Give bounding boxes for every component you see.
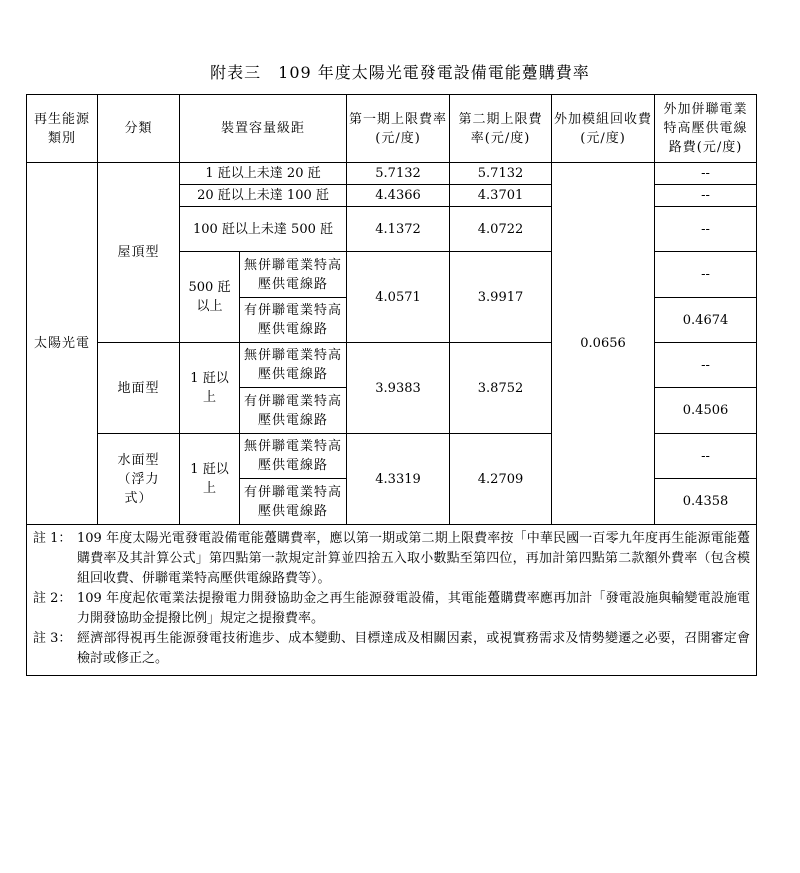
capacity-20-100kw: 20 瓩以上未達 100 瓩 [180, 185, 347, 207]
note-3 [33, 629, 750, 669]
category-rooftop: 屋頂型 [98, 163, 180, 343]
capacity-1kw-plus: 1 瓩以上 [180, 343, 240, 434]
header-row [27, 95, 757, 163]
grid-fee-value: -- [655, 434, 757, 479]
note-2-text: 109 年度起依電業法提撥電力開發協助金之再生能源發電設備，其電能躉購費率應再加計「發電設施與輸變電設施電力開發協助金提撥比例」規定之提撥費率。 [77, 591, 751, 626]
rate-phase1: 4.4366 [347, 185, 450, 207]
grid-fee-value: 0.4674 [655, 298, 757, 343]
rate-phase2: 3.9917 [450, 252, 552, 343]
grid-fee-value: -- [655, 163, 757, 185]
category-floating: 水面型（浮力式） [98, 434, 180, 525]
header-capacity-tier: 裝置容量級距 [180, 95, 347, 163]
note-1-label: 註 1： [33, 531, 72, 546]
header-energy-category: 再生能源類別 [27, 95, 98, 163]
capacity-100-500kw: 100 瓩以上未達 500 瓩 [180, 207, 347, 252]
no-grid-connection-label: 無併聯電業特高壓供電線路 [240, 252, 347, 298]
grid-fee-value: -- [655, 207, 757, 252]
tariff-sheet [26, 94, 756, 676]
capacity-1-20kw: 1 瓩以上未達 20 瓩 [180, 163, 347, 185]
document-title: 附表三 109 年度太陽光電發電設備電能躉購費率 [210, 63, 590, 82]
rate-phase2: 4.2709 [450, 434, 552, 525]
notes-section [27, 525, 757, 676]
rate-phase2: 4.0722 [450, 207, 552, 252]
grid-fee-value: 0.4506 [655, 388, 757, 434]
notes-row [27, 525, 757, 676]
note-1-text: 109 年度太陽光電發電設備電能躉購費率，應以第一期或第二期上限費率按「中華民國一百零九年度再生能源電能躉購費率及其計算公式」第四點第一款規定計算並四捨五入取小數點至第四位，再加計第四點第二款額外費率（包含模組回收費、併聯電業特高壓供電線路費等）。 [77, 531, 751, 586]
grid-fee-value: -- [655, 185, 757, 207]
category-ground: 地面型 [98, 343, 180, 434]
header-phase1-rate: 第一期上限費率(元/度) [347, 95, 450, 163]
header-module-recycle-fee: 外加模組回收費(元/度) [552, 95, 655, 163]
no-grid-connection-label: 無併聯電業特高壓供電線路 [240, 434, 347, 479]
rate-phase1: 5.7132 [347, 163, 450, 185]
rate-phase1: 4.0571 [347, 252, 450, 343]
with-grid-connection-label: 有併聯電業特高壓供電線路 [240, 298, 347, 343]
note-1 [33, 529, 750, 589]
no-grid-connection-label: 無併聯電業特高壓供電線路 [240, 343, 347, 388]
header-classification: 分類 [98, 95, 180, 163]
rate-phase1: 4.3319 [347, 434, 450, 525]
note-3-text: 經濟部得視再生能源發電技術進步、成本變動、目標達成及相關因素，或視實務需求及情勢變遷之必要，召開審定會檢討或修正之。 [77, 631, 751, 666]
rate-phase2: 3.8752 [450, 343, 552, 434]
note-2 [33, 589, 750, 629]
energy-type-solar: 太陽光電 [27, 163, 98, 525]
note-3-label: 註 3： [33, 631, 72, 646]
header-grid-line-fee: 外加併聯電業特高壓供電線路費(元/度) [655, 95, 757, 163]
with-grid-connection-label: 有併聯電業特高壓供電線路 [240, 388, 347, 434]
rate-phase2: 4.3701 [450, 185, 552, 207]
tariff-table [26, 94, 757, 676]
grid-fee-value: -- [655, 343, 757, 388]
rate-phase1: 4.1372 [347, 207, 450, 252]
capacity-500kw-plus: 500 瓩以上 [180, 252, 240, 343]
module-recycle-fee-value: 0.0656 [552, 163, 655, 525]
header-phase2-rate: 第二期上限費率(元/度) [450, 95, 552, 163]
grid-fee-value: -- [655, 252, 757, 298]
with-grid-connection-label: 有併聯電業特高壓供電線路 [240, 479, 347, 525]
table-row [27, 163, 757, 185]
note-2-label: 註 2： [33, 591, 72, 606]
rate-phase1: 3.9383 [347, 343, 450, 434]
grid-fee-value: 0.4358 [655, 479, 757, 525]
capacity-1kw-plus: 1 瓩以上 [180, 434, 240, 525]
rate-phase2: 5.7132 [450, 163, 552, 185]
